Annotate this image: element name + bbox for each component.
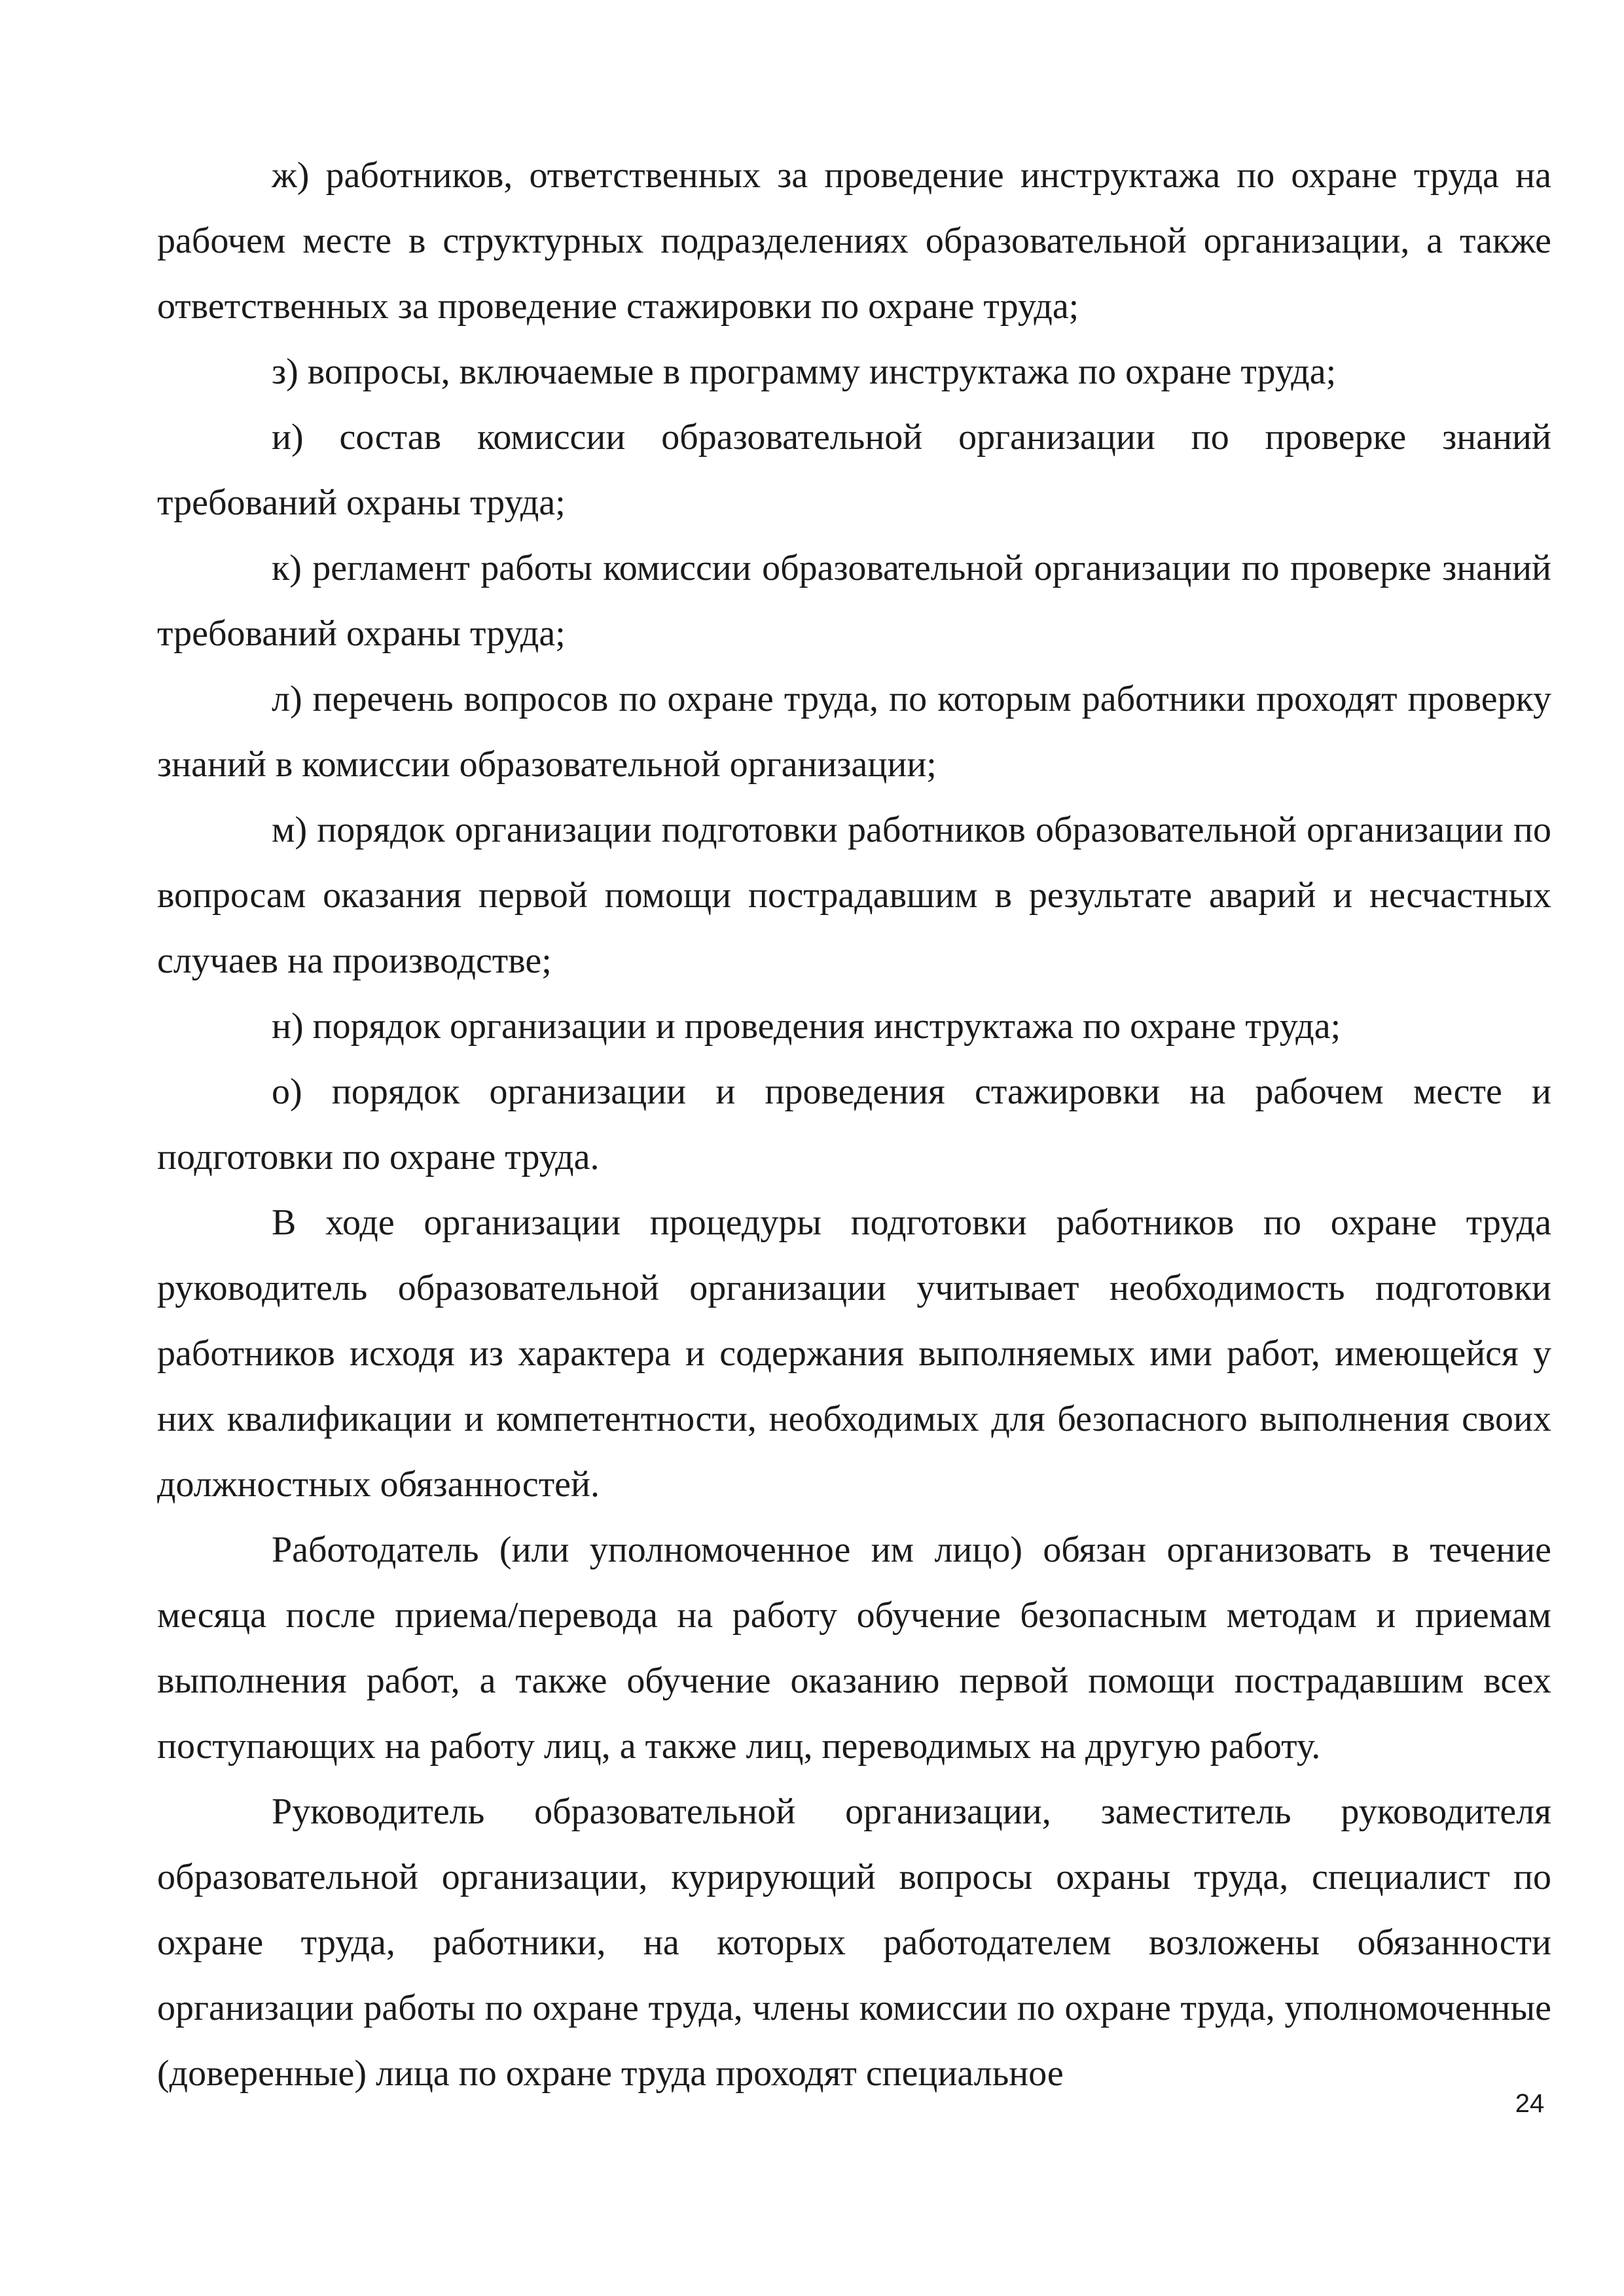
paragraph-training-procedure: В ходе организации процедуры подготовки работников по охране труда руководитель образовательной организации учитывает необходимость подготовки работников исходя из характера и содержания выполняемых ими работ, имеющейся у них квалификации и компетентности, необходимых для безопасного выполнения своих должностных обязанностей. — [157, 1202, 1551, 1505]
list-item-zh: ж) работников, ответственных за проведение инструктажа по охране труда на рабочем месте в структурных подразделениях образовательной организации, а также ответственных за проведение стажировки по охране труда; — [157, 155, 1551, 327]
paragraph-employer-obligation: Работодатель (или уполномоченное им лицо) обязан организовать в течение месяца после приема/перевода на работу обучение безопасным методам и приемам выполнения работ, а также обучение оказанию первой помощи пострадавшим всех поступающих на работу лиц, а также лиц, переводимых на другую работу. — [157, 1530, 1551, 1767]
list-item-k: к) регламент работы комиссии образовательной организации по проверке знаний требований охраны труда; — [157, 548, 1551, 654]
list-item-m: м) порядок организации подготовки работников образовательной организации по вопросам оказания первой помощи пострадавшим в результате аварий и несчастных случаев на производстве; — [157, 810, 1551, 981]
paragraph-special-training: Руководитель образовательной организации, заместитель руководителя образовательной организации, курирующий вопросы охраны труда, специалист по охране труда, работники, на которых работодателем возложены обязанности организации работы по охране труда, члены комиссии по охране труда, уполномоченные (доверенные) лица по охране труда проходят специальное — [157, 1791, 1551, 2094]
list-item-o: о) порядок организации и проведения стажировки на рабочем месте и подготовки по охране труда. — [157, 1071, 1551, 1177]
list-item-l: л) перечень вопросов по охране труда, по которым работники проходят проверку знаний в комиссии образовательной организации; — [157, 679, 1551, 785]
list-item-n: н) порядок организации и проведения инструктажа по охране труда; — [272, 1006, 1341, 1047]
list-item-z: з) вопросы, включаемые в программу инструктажа по охране труда; — [272, 351, 1337, 392]
body-text — [157, 143, 1551, 2106]
page-number: 24 — [1515, 2089, 1545, 2118]
list-item-i: и) состав комиссии образовательной организации по проверке знаний требований охраны труда; — [157, 417, 1551, 523]
